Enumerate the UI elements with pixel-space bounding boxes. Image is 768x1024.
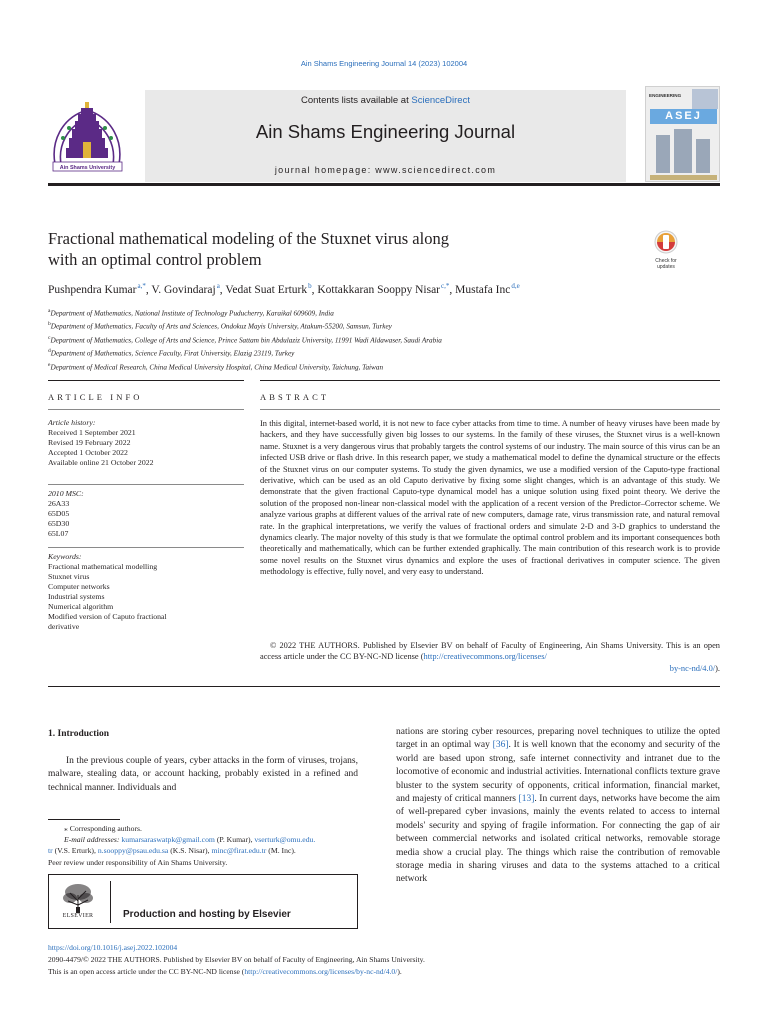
author-affiliation-marker[interactable]: a [216,282,220,290]
list-item: Stuxnet virus [48,572,90,581]
crossmark-icon [648,229,684,255]
introduction-heading: 1. Introduction [48,729,110,739]
elsevier-wordmark: ELSEVIER [62,913,94,919]
article-title-line-1: Fractional mathematical modeling of the Stuxnet virus along [48,229,449,248]
affiliation-marker: b [48,321,51,328]
check-for-updates-line-1: Check for [655,258,677,264]
list-item: 65L07 [48,529,69,538]
hosting-statement: Production and hosting by Elsevier [123,909,291,920]
affiliation-marker: c [48,334,51,341]
footnote-rule [48,819,120,820]
affiliation-list [48,306,728,373]
contents-prefix: Contents lists available at [301,95,412,106]
check-for-updates-badge[interactable] [648,229,684,270]
list-item: 26A33 [48,499,70,508]
list-item: Modified version of Caputo fractional [48,612,167,621]
email-link-erturk[interactable]: vserturk@omu.edu. [254,835,316,845]
author-name: Kottakkaran Sooppy Nisar [317,283,441,296]
email-addresses [48,834,358,845]
affiliation-text: Department of Medical Research, China Medical University Hospital, China Medical University, Taichung, Taiwan [50,362,384,371]
list-item: Industrial systems [48,592,105,601]
copyright-text: © 2022 THE AUTHORS. Published by Elsevier BV on behalf of Faculty of Engineering, Ain Shams University. This is an open access article under the CC BY-NC-ND license ( [260,641,720,662]
check-for-updates-line-2: updates [657,263,675,270]
intro-text-segment: . In current days, networks have become the aim of well-prepared cyber invasions, mainly the events related to access to internal models' security and spying of fragile information. For connecting the gap of air between commercial networks and isolated critical networks, removable storage media show a crucial play. The things which raise the contribution of removable storage media in sharing viruses and data to the systems attached to a critical network [396,794,720,885]
article-history [48,418,244,468]
cover-artwork-icon [646,87,720,182]
email-link-nisar[interactable]: n.sooppy@psau.edu.sa [97,846,169,856]
logo-caption: Ain Shams University [59,165,116,171]
email-owner: (M. Inc). [266,846,296,856]
cover-title: ASEJ [665,110,702,122]
affiliation-text: Department of Mathematics, College of Arts and Science, Prince Sattam bin Abdulaziz University, 11991 Wadi Aldawaser, Saudi Arabia [50,336,442,345]
author-separator: , [311,283,318,296]
header-rule [48,183,720,186]
cover-label: ENGINEERING [649,93,682,98]
email-owner: (P. Kumar), [214,835,255,845]
list-item: Received 1 September 2021 [48,428,136,437]
list-item: 65D05 [48,509,70,518]
list-item: Accepted 1 October 2022 [48,448,128,457]
author-name: Mustafa Inc [455,283,511,296]
abstract-copyright [260,640,720,674]
author-separator: , [145,283,152,296]
open-access-suffix: ). [397,967,402,976]
email-label: E-mail addresses: [64,835,122,845]
article-title [48,228,608,270]
article-info-divider [48,547,244,548]
email-owner: (V.S. Erturk), [52,846,98,856]
abstract-top-rule [260,380,720,381]
article-title-line-2: with an optimal control problem [48,250,262,269]
corresponding-authors-note: ⁎ Corresponding authors. [64,824,142,833]
msc-list [48,499,244,539]
abstract-divider [260,409,720,410]
affiliation-item [48,333,728,346]
list-item: derivative [48,622,80,631]
license-link-continued[interactable]: by-nc-nd/4.0/ [669,663,716,673]
article-info-divider [48,409,244,410]
author-name: V. Govindaraj [151,283,216,296]
list-item: Numerical algorithm [48,602,114,611]
journal-name: Ain Shams Engineering Journal [255,121,516,142]
msc-label: 2010 MSC: [48,489,84,498]
journal-reference-link[interactable]: Ain Shams Engineering Journal 14 (2023) 102004 [300,59,468,68]
email-link-erturk-continued[interactable]: tr [48,846,53,856]
affiliation-item [48,319,728,332]
keywords-list [48,562,244,632]
affiliation-marker: d [48,348,51,355]
msc-codes [48,489,244,539]
reference-link-13[interactable]: [13] [518,794,535,805]
intro-text-segment: . It is well known that the economy and security of the world are based upon strong, safe internet connectivity and intranet due to the locomotive of economic and industrial activities. International conflicts texture grave bluster to the system security of opponents, critical information, financial market, and majesty of critical manners [396,740,720,805]
article-info-top-rule [48,380,244,381]
author-affiliation-marker[interactable]: a,* [137,282,146,290]
article-history-label: Article history: [48,418,96,427]
author-separator: , [219,283,226,296]
check-for-updates-label [648,259,684,270]
article-history-list [48,428,244,468]
list-item: 65D30 [48,519,70,528]
email-link-inc[interactable]: minc@firat.edu.tr [211,846,267,856]
author-separator: , [449,283,456,296]
author-name: Pushpendra Kumar [48,283,137,296]
sciencedirect-link[interactable]: ScienceDirect [411,95,470,106]
doi-link[interactable]: https://doi.org/10.1016/j.asej.2022.102004 [48,943,178,952]
open-access-prefix: This is an open access article under the CC BY-NC-ND license ( [48,967,245,976]
author-name: Vedat Suat Erturk [225,283,308,296]
affiliation-marker: a [48,308,51,314]
affiliation-item [48,346,728,359]
peer-review-note: Peer review under responsibility of Ain Shams University. [48,857,228,867]
journal-cover-image [645,86,720,182]
contents-line [145,95,626,106]
open-access-line [48,967,402,976]
abstract-heading: ABSTRACT [260,392,330,402]
affiliation-marker: e [48,361,51,368]
keywords [48,552,244,632]
elsevier-separator [110,881,111,923]
issn-line: 2090-4479/© 2022 THE AUTHORS. Published by Elsevier BV on behalf of Faculty of Engineering, Ain Shams University. [48,955,425,964]
author-list [48,282,728,296]
author-affiliation-marker[interactable]: c,* [441,282,450,290]
license-close: ). [715,663,720,673]
author-affiliation-marker[interactable]: d,e [511,282,520,290]
affiliation-item [48,360,728,373]
author-affiliation-marker[interactable]: b [308,282,312,290]
list-item: Available online 21 October 2022 [48,458,154,467]
intro-text-segment: nations are storing cyber resources, preparing novel techniques to utilize the opted target in an optimal way [396,727,720,751]
front-matter-bottom-rule [48,686,720,687]
abstract-text: In this digital, internet-based world, it is not new to face cyber attacks from time to time. A number of heavy viruses have been made by hackers, and they have successfully given big losses to our systems. In the family of these viruses, the Stuxnet virus is a well-known name. Stuxnet is a very dangerous virus that probably targets the control systems of our industry. The main source of this virus can be an infected USB drive or flash drive. In this research paper, we study a mathematical model to define the dynamical structure or the effects of the Stuxnet virus on our computer systems. To study the given dynamics, we use a modified version of the Caputo-type fractional derivative, which can be used as an old Caputo derivative by fixing some slight changes, which is an advantage of this study. We demonstrate that the given fractional Caputo-type dynamical model has a unique solution using fixed point theory. We derive the solution of the proposed non-linear non-classical model with the application of a recent version of the Predictor–Corrector scheme. We analyze various graphs at different values of the arrival rate of new computers, damage rate, virus transmission rate, and natural removal rate. In the graphical interpretations, we verify the values of fractional orders and simulate 2-D and 3-D graphics to understand the dynamics clearly. The major novelty of this study is that we formulate the optimal control problem and its important consequences both theoretically and mathematically, which can be further extended graphically. The main contribution of this research work is to provide some novel results on the Stuxnet virus dynamics and explore the uses of fractional derivatives in computer science. The given methodology is effective, fully novel, and very easy to understand. [260,419,720,577]
affiliation-item [48,306,728,319]
introduction-paragraph-2 [396,726,720,887]
license-link[interactable]: http://creativecommons.org/licenses/ [423,652,547,662]
list-item: Computer networks [48,582,110,591]
footer-license-link[interactable]: http://creativecommons.org/licenses/by-nc-nd/4.0/ [244,967,398,976]
affiliation-text: Department of Mathematics, Faculty of Arts and Sciences, Ondokuz Mayis University, Atakum-55200, Samsun, Turkey [50,322,392,331]
introduction-paragraph-1: In the previous couple of years, cyber attacks in the form of viruses, trojans, malware, stealing data, or account hacking, probably existed in a refined and technical manner. Individuals and [48,756,358,793]
email-link-kumar[interactable]: kumarsaraswatpk@gmail.com [121,835,215,845]
affiliation-text: Department of Mathematics, Science Faculty, Firat University, Elazig 23119, Turkey [50,349,295,358]
email-addresses-continued [48,845,358,856]
article-info-divider [48,484,244,485]
list-item: Fractional mathematical modelling [48,562,158,571]
reference-link-36[interactable]: [36] [492,740,509,751]
list-item: Revised 19 February 2022 [48,438,131,447]
affiliation-text: Department of Mathematics, National Institute of Technology Puducherry, Karaikal 609609, India [50,309,334,318]
article-info-heading: ARTICLE INFO [48,392,143,402]
keywords-label: Keywords: [48,552,82,561]
footnotes [48,823,358,868]
email-owner: (K.S. Nisar), [168,846,212,856]
journal-homepage[interactable]: journal homepage: www.sciencedirect.com [274,165,497,175]
